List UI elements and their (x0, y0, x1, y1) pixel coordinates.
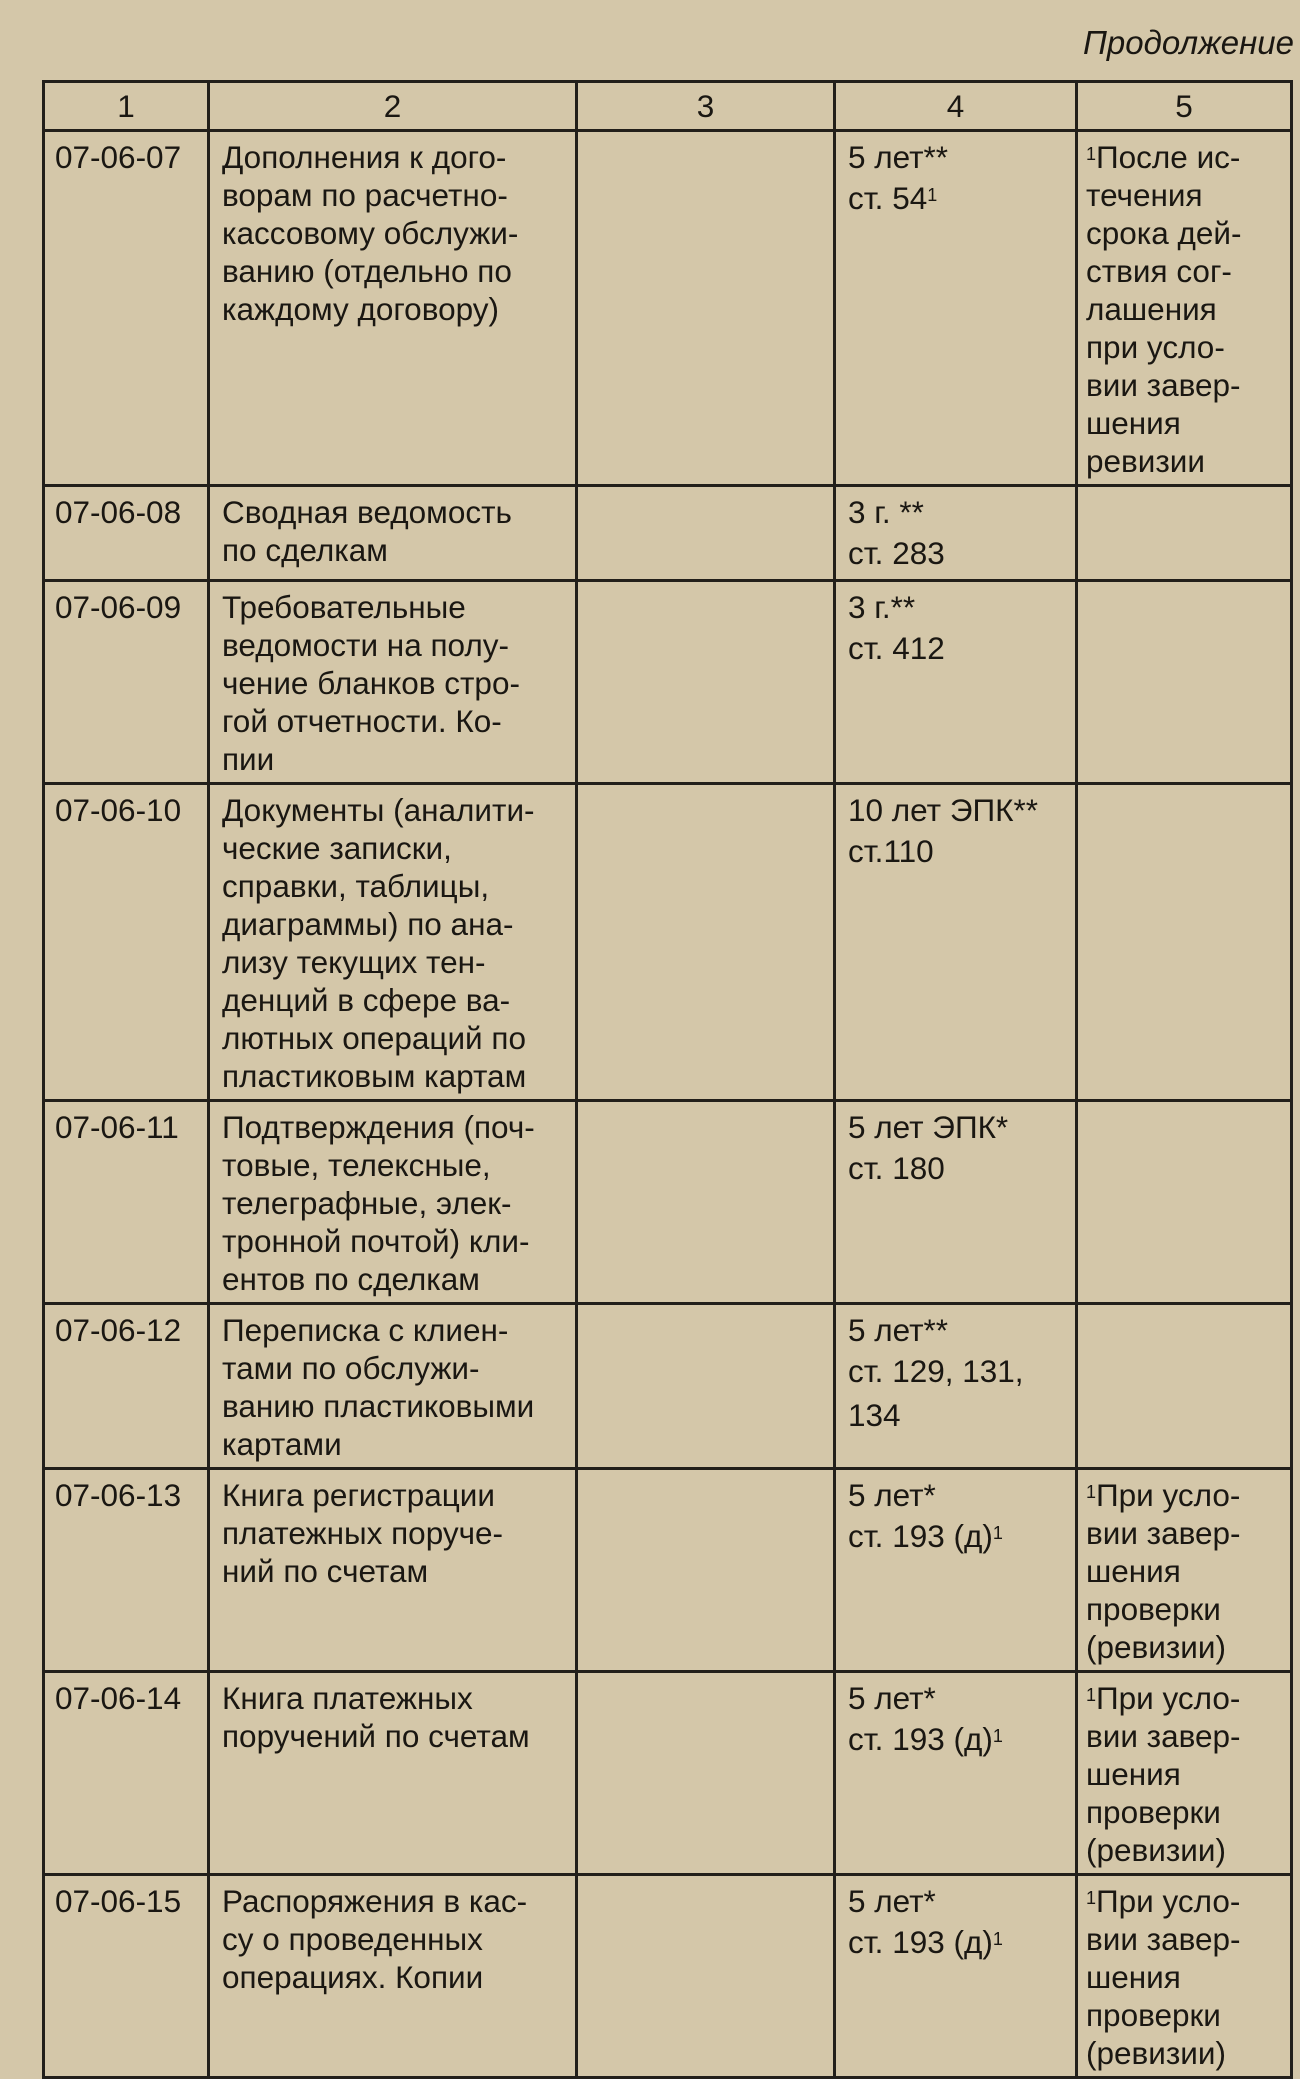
article-ref (848, 1920, 1065, 1964)
article-ref (848, 1349, 1065, 1437)
article-ref (848, 1514, 1065, 1558)
retention-term: 5 лет* (848, 1477, 936, 1513)
article-footnote-mark: 1 (927, 185, 938, 205)
article-text: ст. 180 (848, 1150, 945, 1186)
column-header-5: 5 (1077, 82, 1292, 131)
table-row (44, 1304, 1292, 1469)
retention-term: 5 лет** (848, 1312, 949, 1348)
retention-term: 5 лет** (848, 139, 949, 175)
article-ref (848, 626, 1065, 670)
note-cell (1077, 784, 1292, 1101)
record-title: Документы (аналити- ческие записки, справки, таблицы, диаграммы) по ана- лизу текущих тен- денций в сфере ва- лютных операций по пластиковым картам (209, 784, 577, 1101)
retention-cell (835, 1672, 1077, 1875)
record-code: 07-06-11 (44, 1101, 209, 1304)
record-title: Сводная ведомость по сделкам (209, 486, 577, 581)
article-footnote-mark: 1 (992, 1726, 1003, 1746)
retention-cell (835, 1101, 1077, 1304)
article-text: ст. 193 (д) (848, 1721, 993, 1757)
retention-cell (835, 784, 1077, 1101)
record-title: Распоряжения в кас- су о проведенных операциях. Копии (209, 1875, 577, 2078)
record-title: Переписка с клиен- тами по обслужи- ванию пластиковыми картами (209, 1304, 577, 1469)
record-title: Требовательные ведомости на полу- чение бланков стро- гой отчетности. Ко- пии (209, 581, 577, 784)
record-title: Дополнения к дого- ворам по расчетно- кассовому обслужи- ванию (отдельно по каждому договору) (209, 131, 577, 486)
note-text: При усло- вии завер- шения проверки (ревизии) (1086, 1477, 1241, 1665)
record-code: 07-06-12 (44, 1304, 209, 1469)
article-text: ст. 193 (д) (848, 1518, 993, 1554)
retention-cell (835, 486, 1077, 581)
record-code: 07-06-15 (44, 1875, 209, 2078)
record-col3 (577, 1101, 835, 1304)
article-text: ст.110 (848, 833, 934, 869)
article-footnote-mark: 1 (992, 1523, 1003, 1543)
note-text: При усло- вии завер- шения проверки (ревизии) (1086, 1883, 1241, 2071)
retention-term: 5 лет* (848, 1883, 936, 1919)
record-title: Книга платежных поручений по счетам (209, 1672, 577, 1875)
note-footnote-mark: 1 (1086, 144, 1097, 164)
column-header-3: 3 (577, 82, 835, 131)
note-cell (1077, 486, 1292, 581)
retention-cell (835, 1469, 1077, 1672)
article-text: ст. 193 (д) (848, 1924, 993, 1960)
article-ref (848, 1717, 1065, 1761)
article-ref (848, 829, 1065, 873)
record-code: 07-06-09 (44, 581, 209, 784)
record-code: 07-06-13 (44, 1469, 209, 1672)
records-table (42, 80, 1293, 2079)
retention-term: 3 г.** (848, 589, 916, 625)
article-footnote-mark: 1 (992, 1929, 1003, 1949)
record-col3 (577, 486, 835, 581)
article-text: ст. 412 (848, 630, 945, 666)
table-row (44, 1469, 1292, 1672)
record-code: 07-06-08 (44, 486, 209, 581)
retention-cell (835, 131, 1077, 486)
article-text: ст. 129, 131, 134 (848, 1353, 1024, 1433)
record-col3 (577, 131, 835, 486)
record-title: Подтверждения (поч- товые, телексные, телеграфные, элек- тронной почтой) кли- ентов по сделкам (209, 1101, 577, 1304)
note-text: После ис- течения срока дей- ствия сог- лашения при усло- вии завер- шения ревизии (1086, 139, 1242, 479)
article-text: ст. 54 (848, 180, 928, 216)
note-cell (1077, 1304, 1292, 1469)
article-ref (848, 531, 1065, 575)
table-row (44, 784, 1292, 1101)
record-title: Книга регистрации платежных поруче- ний по счетам (209, 1469, 577, 1672)
retention-term: 5 лет* (848, 1680, 936, 1716)
note-footnote-mark: 1 (1086, 1482, 1097, 1502)
article-ref (848, 1146, 1065, 1190)
record-col3 (577, 1469, 835, 1672)
column-number-row (44, 82, 1292, 131)
column-header-2: 2 (209, 82, 577, 131)
column-header-4: 4 (835, 82, 1077, 131)
note-cell (1077, 1101, 1292, 1304)
column-header-1: 1 (44, 82, 209, 131)
record-code: 07-06-07 (44, 131, 209, 486)
article-ref (848, 176, 1065, 220)
table-row (44, 486, 1292, 581)
record-col3 (577, 581, 835, 784)
retention-term: 5 лет ЭПК* (848, 1109, 1009, 1145)
retention-cell (835, 581, 1077, 784)
record-col3 (577, 784, 835, 1101)
note-cell (1077, 1875, 1292, 2078)
record-code: 07-06-14 (44, 1672, 209, 1875)
note-cell (1077, 1672, 1292, 1875)
note-cell (1077, 131, 1292, 486)
continuation-label: Продолжение (1082, 24, 1294, 61)
note-text: При усло- вии завер- шения проверки (ревизии) (1086, 1680, 1241, 1868)
note-cell (1077, 1469, 1292, 1672)
table-row (44, 131, 1292, 486)
article-text: ст. 283 (848, 535, 945, 571)
record-code: 07-06-10 (44, 784, 209, 1101)
note-cell (1077, 581, 1292, 784)
retention-term: 3 г. ** (848, 494, 924, 530)
table-row (44, 1875, 1292, 2078)
table-row (44, 1101, 1292, 1304)
note-footnote-mark: 1 (1086, 1685, 1097, 1705)
retention-term: 10 лет ЭПК** (848, 792, 1038, 828)
retention-cell (835, 1875, 1077, 2078)
table-row (44, 1672, 1292, 1875)
record-col3 (577, 1875, 835, 2078)
record-col3 (577, 1672, 835, 1875)
retention-cell (835, 1304, 1077, 1469)
record-col3 (577, 1304, 835, 1469)
note-footnote-mark: 1 (1086, 1888, 1097, 1908)
table-row (44, 581, 1292, 784)
